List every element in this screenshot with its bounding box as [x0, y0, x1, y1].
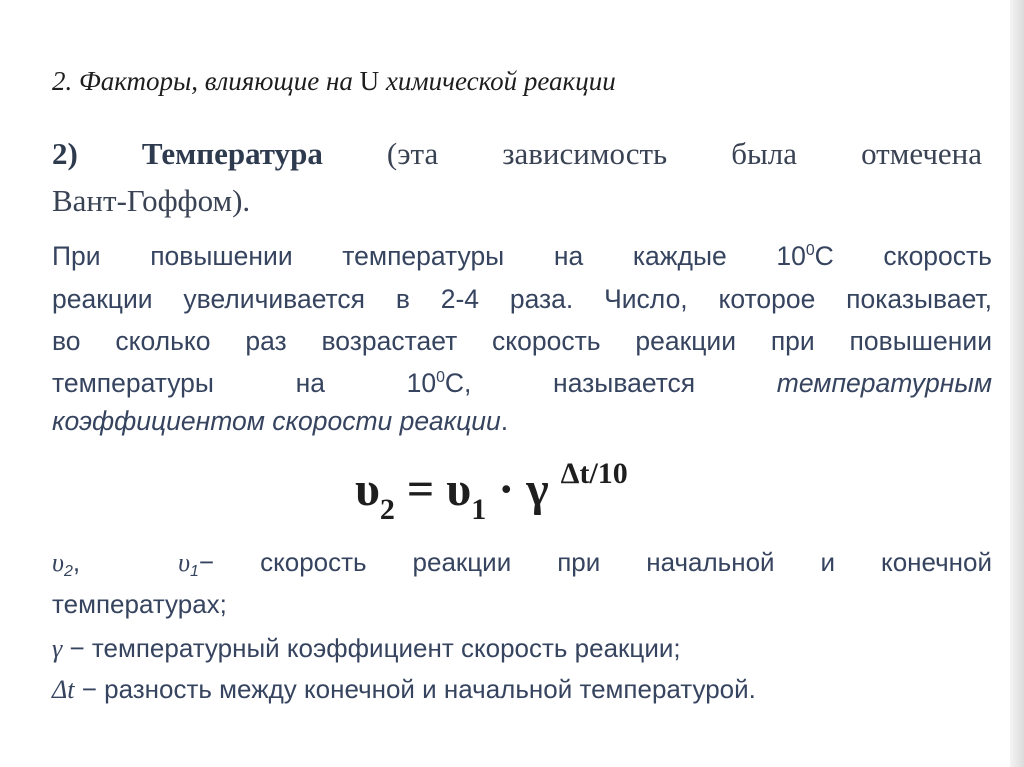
paragraph-text: С скорость — [814, 241, 992, 271]
formula-sub: 2 — [379, 493, 395, 526]
legend-line2 — [52, 591, 992, 617]
degree-mark: 0 — [805, 242, 815, 260]
legend-line4 — [52, 676, 992, 703]
paragraph-line3 — [52, 328, 992, 355]
paragraph-term: коэффициентом скорости реакции — [52, 406, 501, 436]
van-t-hoff-formula — [355, 457, 628, 526]
paragraph-text: температуры на 10 — [52, 368, 437, 398]
formula-sub: 1 — [471, 493, 487, 526]
formula-dot: · γ — [486, 463, 561, 516]
legend-sub: 2 — [63, 563, 73, 580]
section-title: Температура — [141, 136, 323, 171]
section-title-line1 — [52, 136, 982, 172]
legend-text: , — [72, 547, 81, 577]
legend-text: − температурный коэффициент скорость реакции; — [62, 633, 681, 663]
legend-text: − скорость реакции при начальной и конечной — [198, 547, 992, 577]
section-note-line2: Вант-Гоффом). — [52, 183, 251, 218]
paragraph-term: температурным — [776, 368, 992, 398]
paragraph-text: реакции увеличивается в 2-4 раза. Число, которое показывает, — [52, 284, 992, 314]
slide-edge-shadow — [1010, 0, 1024, 767]
degree-mark: 0 — [436, 369, 445, 387]
heading-prefix: 2. Факторы, влияющие на — [52, 66, 360, 96]
legend-line3 — [52, 635, 992, 662]
legend-text: − разность между конечной и начальной температурой. — [74, 674, 756, 704]
legend-symbol: Δt — [52, 675, 75, 704]
legend-symbol: υ — [52, 548, 64, 577]
paragraph-text: С, называется — [444, 368, 777, 398]
paragraph-text: во сколько раз возрастает скорость реакции при повышении — [52, 326, 992, 356]
formula-v: υ — [355, 463, 380, 516]
legend-text: температурах; — [52, 589, 227, 619]
legend-line1 — [52, 547, 992, 580]
formula-eq: = — [394, 463, 447, 516]
slide-heading — [52, 66, 616, 97]
section-number: 2) — [52, 136, 78, 171]
paragraph-text: . — [500, 406, 509, 436]
heading-letter: U — [359, 66, 380, 96]
legend-symbol: γ — [52, 634, 63, 663]
paragraph-line4 — [52, 370, 992, 397]
formula-exponent: Δt/10 — [560, 457, 628, 490]
paragraph-line5 — [52, 408, 992, 435]
formula-v: υ — [446, 463, 472, 516]
paragraph-line2 — [52, 286, 992, 313]
legend-symbol: υ — [178, 548, 190, 577]
section-title-line2 — [52, 183, 982, 219]
legend-sub: 1 — [190, 563, 199, 580]
section-note-line1: (эта зависимость была отмечена — [322, 136, 983, 171]
heading-suffix: химической реакции — [379, 66, 616, 96]
paragraph-text: При повышении температуры на каждые 10 — [52, 241, 806, 271]
paragraph-line1 — [52, 243, 992, 270]
